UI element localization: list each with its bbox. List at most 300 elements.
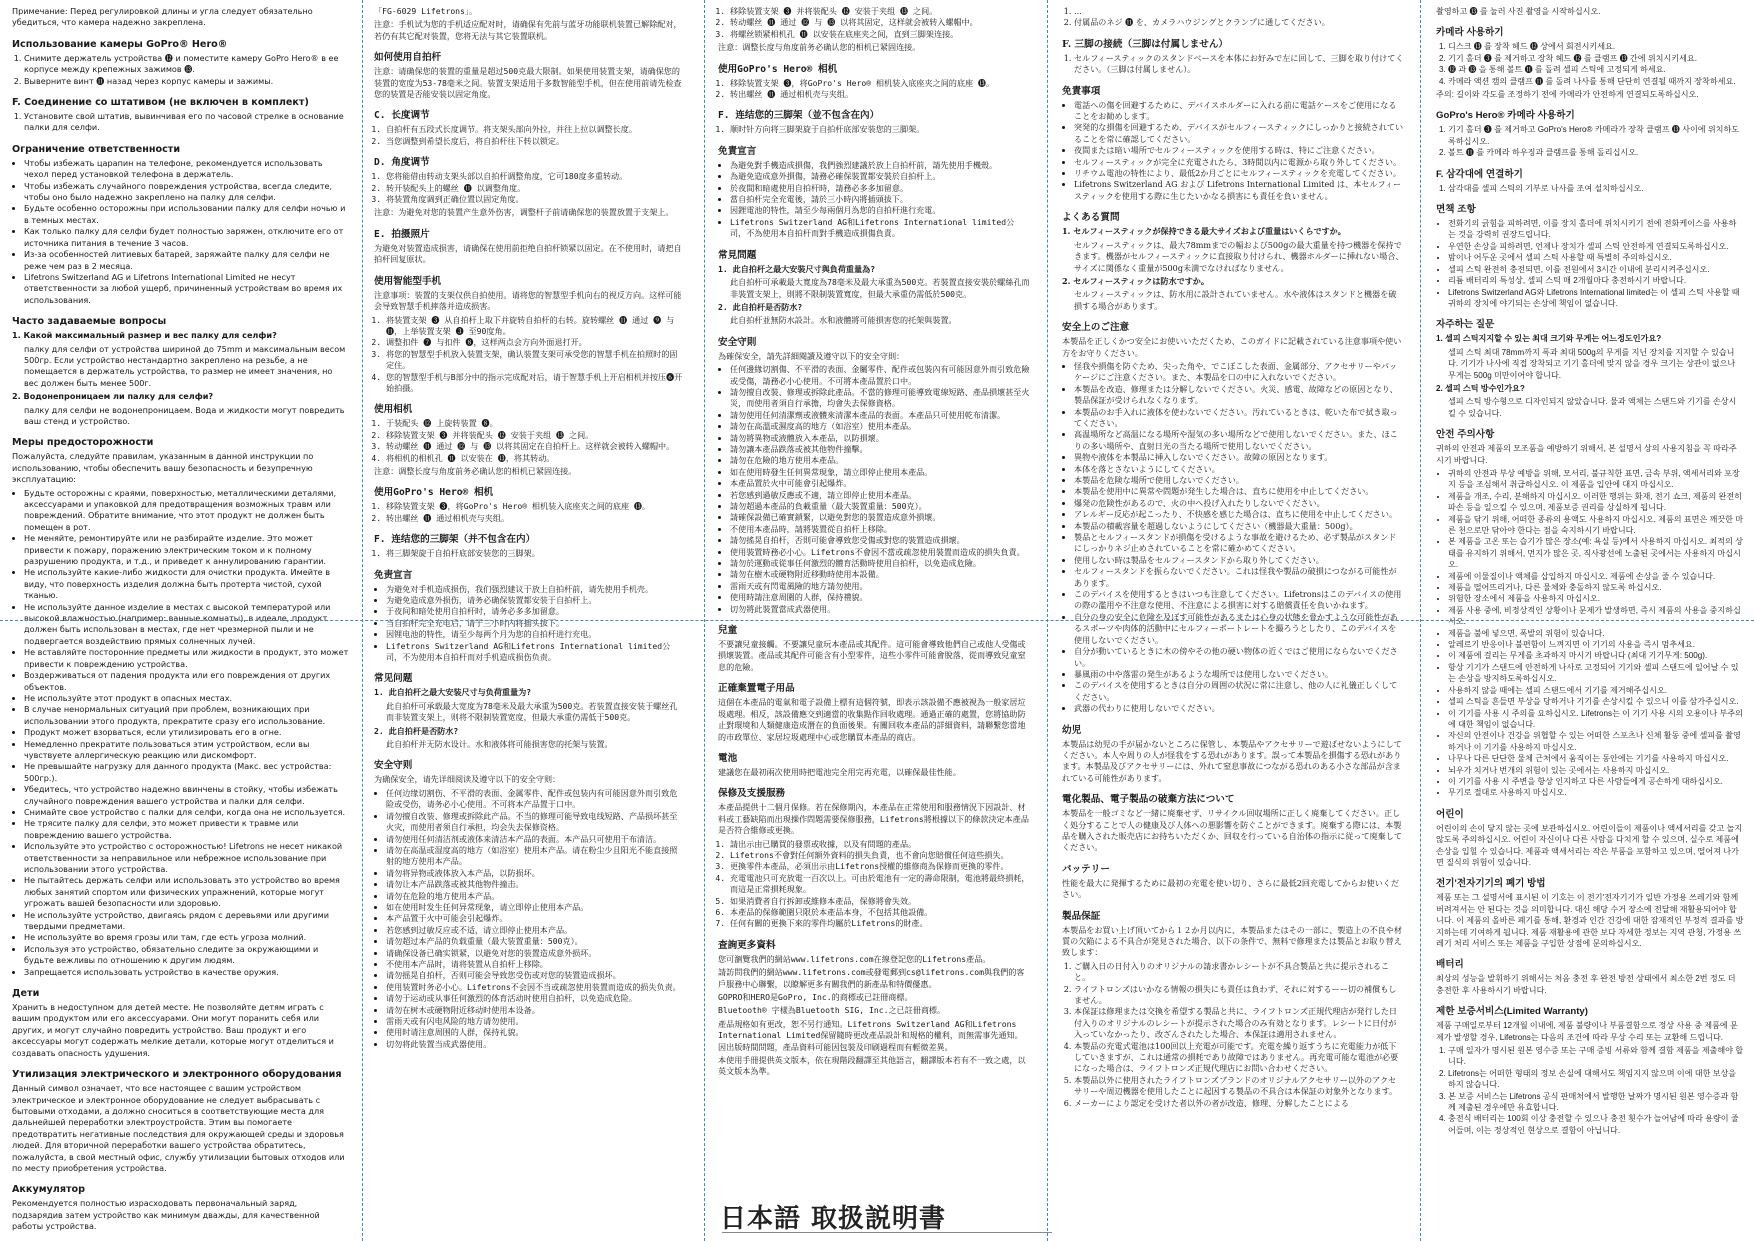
list-item: 1. ご購入日の日付入りのオリジナルの請求書かレシートが不具合製品と共に提示されること。 [1074, 961, 1404, 984]
list-item: 3. 将您的智慧型手机放入装置支架，确认装置支架可承受您的智慧手机在拍照时的固定住。 [386, 349, 684, 372]
faq-question: 2. セルフィースティックは防水ですか。 [1062, 275, 1209, 286]
list-item: • 제품을 닦기 위해, 어떠한 종류의 용액도 사용하지 마십시오. 제품의 표면은 깨끗한 마른 천으로만 닦아야 한다는 점을 숙지하시기 바랍니다. [1448, 514, 1744, 537]
list-item: • 不使用本產品時，請將裝置從自拍杆上移除。 [730, 524, 1030, 535]
list-item: • Lifetrons Switzerland AG和Lifetrons International limited公司，不為使用本自拍杆而對手機造成損傷負責。 [730, 217, 1030, 240]
list-item: • Из-за особенностей литиевых батарей, заряжайте палку для селфи не реже чем раз в 2 месяца. [24, 249, 349, 272]
list-item: • Снимайте свое устройство с палки для селфи, когда она не используется. [24, 807, 349, 818]
faq-answer: セルフィースティックは、最大78mmまでの幅および500gの最大重量を持つ機器を保持できます。機器がセルフィースティックに直接取り付けられ、機器ホルダーに挿れない場合、サイズに関係なく重量が500g未満でなければなりません。 [1074, 239, 1404, 273]
bullet-list [12, 488, 349, 978]
list-item: 2. 付属品のネジ ⓫ を、カメラハウジングとクランプに通してください。 [1074, 17, 1404, 28]
list-item: • Чтобы избежать царапин на телефоне, рекомендуется использовать чехол перед установкой телефона в держатель. [24, 158, 349, 181]
list-item: 2. ライフトロンズはいかなる情報の損失にも責任は負わず、それに対するーー切の補償もしません。 [1074, 984, 1404, 1007]
section-heading: 제한 보증서비스(Limited Warranty) [1436, 1006, 1588, 1018]
list-item: • Продукт может взорваться, если утилизировать его в огне. [24, 727, 349, 738]
list-item: • このデバイスを使用するときは自分の周囲の状況に常に注意し、他の人に礼儀正しくしてください。 [1074, 680, 1404, 703]
list-item: • リチウム電池の特性により、最低2か月ごとにセルフィースティックを充電してください。 [1074, 168, 1404, 179]
section-heading: Использование камеры GoPro® Hero® [12, 38, 228, 50]
section-heading: 使用GoPro's Hero® 相机 [374, 487, 494, 499]
list-item: 1. 삼각대를 셀피 스틱의 기부로 나사를 조여 설치하십시오. [1448, 183, 1744, 194]
numbered-list [1062, 6, 1404, 29]
section-heading: 安全上のご注意 [1062, 322, 1130, 334]
list-item: • 如在使用時發生任何異常現象，請立即停止使用本產品。 [730, 467, 1030, 478]
list-item: • 이 기기를 사용 시 주변을 항상 인지하고 다른 사람들에게 공손하게 대하십시오. [1448, 776, 1744, 787]
list-item: • Не трясите палку для селфи, это может привести к травме или повреждению вашего устройства. [24, 818, 349, 841]
paragraph: 최상의 성능을 발휘하기 위해서는 처음 충전 후 완전 방전 상태에서 최소한 2번 정도 더 충전한 후 사용하시기 바랍니다. [1436, 974, 1736, 995]
list-item: • 本製品のお手入れに液体を使わないでください。汚れているときは、乾いた布で拭き取ってください。 [1074, 407, 1404, 430]
faq-question: 1. Какой максимальный размер и вес палку для селфи? [12, 330, 277, 341]
list-item: • 请勿于运动或从事任何激烈的体育活动时使用自拍杆，以免造成危险。 [386, 993, 684, 1004]
bullet-list [1436, 468, 1744, 799]
list-item: 1. 您将能借由转动支架头部以自拍杆调整角度，它可180度多重转动。 [386, 171, 684, 182]
paragraph: 为确保安全，请先详细阅读及遵守以下的安全守则： [374, 774, 561, 785]
list-item: 2. 移除装置支架 ❸ 并将装配头 ⓬ 安装于夹组 ⓭ 之间。 [386, 430, 684, 441]
section-heading: GoPro's Hero® 카메라 사용하기 [1436, 110, 1575, 122]
list-item: • 이 제품에 걸리는 무게를 초과하지 마시기 바랍니다 (최대 기기무게: 500g). [1448, 650, 1744, 661]
list-item: • 電話への傷を回避するために、デバイスホルダーに入れる前に電話ケースをご使用になることをお勧めします。 [1074, 100, 1404, 123]
numbered-list [718, 78, 1030, 101]
list-item: • 雷雨天或有閃電風險的地方請勿使用。 [730, 581, 1030, 592]
list-item: • Lifetrons Switzerland AG和Lifetrons International limited公司，不为使用本自拍杆而对手机造成损伤负责。 [386, 641, 684, 664]
list-item: 1. 于装配头 ⓬ 上旋转装置 ❽。 [386, 418, 684, 429]
faq-question: 1. 此自拍杆之最大安装尺寸与负荷重量为? [374, 687, 532, 698]
list-item: 1. 디스크 ⓭ 를 장착 헤드 ⓬ 상에서 회전시키세요. [1448, 41, 1744, 52]
list-item: • 当自拍杆完全充电后，请于三小时内将插头拔下。 [386, 618, 684, 629]
list-item: • 請勿讓本產品跌落或被其他物件撞擊。 [730, 444, 1030, 455]
paragraph: Данный символ означает, что все настоящее с вашим устройством электрическое и электронное оборудование не следует выбрасывать с бытовыми отходами, а должно сноситься в соответствующие места для дальнейшей переработки электроустройств. Этим вы помогаете предотвратить негативные последствия для окружающей среды и здоровья людей. Для вторичной переработки вашего устройства обратитесь, пожалуйста, в свой местный офис, службу утилизации бытовых отходов или по месту приобретения устройства. [12, 1083, 345, 1173]
list-item: • 셀피 스틱 완전히 충전되면, 이를 전원에서 3시간 이내에 분리시켜주십시오. [1448, 264, 1744, 275]
list-item: • 为避免对手机造成损伤，我们强烈建议于放上自拍杆前，请先使用手机壳。 [386, 584, 684, 595]
section-heading: 使用智能型手机 [374, 275, 442, 287]
section-heading: Часто задаваемые вопросы [12, 316, 167, 328]
paragraph: 本產品提供十二個月保修。若在保修期內，本產品在正常使用和服務情況下因設計、材料或工藝缺陷而出現操作問題需要保修服務，Lifetrons將根據以下的條款決定本產品是否符合維修或更換。 [718, 802, 1029, 836]
faq-answer: セルフィースティックは、防水用に設計されていません。水や液体はスタンドと機器を破損する場合があります。 [1074, 289, 1397, 311]
list-item: 3. 将装置角度调到正确位置以固定角度。 [386, 194, 684, 205]
list-item: • 不使用本产品时，请将装置从自拍杆上移除。 [386, 959, 684, 970]
list-item: • 自分が動いているときに木の傍やその他の硬い物体の近くではご使用にならないでください。 [1074, 646, 1404, 669]
list-item: • 사용하지 않을 때에는 셀피 스탠드에서 기기를 제거해주십시오. [1448, 685, 1744, 696]
list-item: 2. Выверните винт ⓫ назад через корпус камеры и зажимы. [24, 76, 349, 87]
list-item: 4. 카메라 액션 캠의 클램프 ⓫ 를 돌려 나사를 통해 단단히 연결될 때까지 장착하세요. [1448, 76, 1744, 87]
numbered-list [1436, 41, 1744, 87]
list-item: • 任何邊緣切割傷、不平滑的表面、金屬零件、配件或包裝內有可能因意外而引致危險或受傷，請務必小心使用。不可將本產品置於口中。 [730, 364, 1030, 387]
list-item: 1. Снимите держатель устройства ⓬ и поместите камеру GoPro Hero® в ее корпусе между крепежных зажимов ⓭. [24, 53, 349, 76]
list-item: • 雷雨天或有闪电风险的地方请勿使用。 [386, 1016, 684, 1027]
paragraph: 注意：调整长度与角度前务必确认您的相机已紧固连接。 [718, 42, 921, 53]
list-item: • 請勿擅自改裝、修理或拆除此產品。不當的修理可能導致電線短路、產品損壞甚至火災，而使用者須自行承擔，均會失去保修資格。 [730, 387, 1030, 410]
numbered-list [1436, 1045, 1744, 1136]
list-item: • Чтобы избежать случайного повреждения устройства, всегда следите, чтобы оно было надежно закреплено на палку для селфи. [24, 181, 349, 204]
faq-answer: 셀피 스틱 최대 78mm까지 폭과 최대 500g의 무게를 지닌 장치를 지지할 수 있습니다. 기기가 나사에 직접 장착되고 기기 홀더에 맞지 않을 경우 크기는 상관이 없으나 무게는 500g 미만이어야 합니다. [1448, 347, 1736, 380]
list-item: • アレルギー反応が起こったり、不快感を感じた場合は、直ちに使用を中止してください。 [1074, 509, 1404, 520]
list-item: 4. 充電電池只可充放電一百次以上。可由於電池有一定的壽命限制，電池將最終損耗，而這是正常損耗現象。 [730, 873, 1030, 896]
list-item: • Не пытайтесь держать селфи или использовать это устройство во время любых занятий спортом или физических упражнений, которые могут угрожать вашей безопасности или здоровью. [24, 875, 349, 909]
section-heading: 常見問題 [718, 249, 757, 261]
section-heading: 幼児 [1062, 724, 1082, 736]
list-item: • Используйте это устройство с осторожностью! Lifetrons не несет никакой ответственности за неправильное или небрежное использование при использовании этого устройства. [24, 841, 349, 875]
list-item: • 使用時請注意周圍的人群，保持禮貌。 [730, 592, 1030, 603]
list-item: • 자신의 안전이나 건강을 위협할 수 있는 어떠한 스포츠나 신체 활동 중에 셀피를 촬영하거나 이 기기를 사용하지 마십시오. [1448, 730, 1744, 753]
list-item: • 제품을 개조, 수리, 분해하지 마십시오. 이러한 행위는 화재, 전기 쇼크, 제품의 완전히 파손 등을 일으킬 수 있으며, 제품보증 권리를 상실하게 됩니다. [1448, 491, 1744, 514]
list-item: • 리튬 배터리의 특성상, 셀피 스틱 매 2개월마다 충전하시기 바랍니다. [1448, 275, 1744, 286]
list-item: • 為避免造成意外損傷，請務必確保裝置都安裝於自拍杆上。 [730, 171, 1030, 182]
faq-question: 2. 셀피 스틱 방수인가요? [1436, 383, 1525, 393]
faq-question: 2. 此自拍杆是否防水? [718, 301, 803, 312]
list-item: • 請勿在危險的地方使用本產品。 [730, 455, 1030, 466]
list-item: • Не меняйте, ремонтируйте или не разбирайте изделие. Это может привести к пожару, поражению электрическим током и к полному разрушению продукта, и т.д., и приведет к аннулированию гарантии. [24, 533, 349, 567]
list-item: • 请勿让本产品跌落或被其他物件撞击。 [386, 879, 684, 890]
list-item: • 請勿在高溫或濕度高的地方（如浴室）使用本產品。 [730, 421, 1030, 432]
list-item: • 请勿在高温或湿度高的地方（如浴室）使用本产品。请在粉尘少且阳光不能直接照射的地方使用本产品。 [386, 845, 684, 868]
list-item: • Lifetrons Switzerland AG와 Lifetrons International limited는 이 셀피 스틱 사용할 때 귀하의 장치에 야기되는 손상에 책임이 없습니다. [1448, 287, 1744, 310]
section-heading: バッテリー [1062, 863, 1110, 875]
numbered-list [718, 839, 1030, 930]
section-heading: 保修及支援服務 [718, 788, 786, 800]
list-item: 1. 移除装置支架 ❸，将GoPro's Hero® 相机装入底座夹之间的底座 ⓭。 [730, 78, 1030, 89]
section-heading: F. 삼각대에 연결하기 [1436, 168, 1523, 180]
list-item: • 切勿將此裝置當成武器使用。 [730, 604, 1030, 615]
paragraph: 제품 또는 그 설명서에 표시된 이 기호는 이 전기'전자기기가 일반 가정용 쓰레기와 함께 버려져서는 안 된다는 것을 의미합니다. 대신 해당 수거 장소에 전달해 재활용되어야 합니다. 이 제품의 올바른 폐기를 통해, 환경과 인간 건강에 대한 잠재적인 부정적 결과를 방지하는데 기여하게 됩니다. 제품 재활용에 관한 보다 자세한 정보는 지역 관청, 가정용 쓰레기 처리 서비스 또는 제품을 구입한 상점에 문의하십시오. [1436, 893, 1744, 948]
list-item: • 使用裝置時務必小心。Lifetrons不會因不當或疏忽使用裝置而造成的損失負責。 [730, 547, 1030, 558]
list-item: • Не используйте этот продукт в опасных местах. [24, 693, 349, 704]
bullet-list [1062, 100, 1404, 203]
paragraph: Хранить в недоступном для детей месте. Не позволяйте детям играть с вашим продуктом или его аксессуарами. Они могут поранить себя или других, и могут случайно повредить устройство. Ваш продукт и его аксессуары могут содержать мелкие детали, которые могут отделиться и создавать опасность удушения. [12, 1002, 334, 1058]
section-heading: 兒童 [718, 625, 738, 637]
list-item: 1. 移除装置支架 ❸ 并将装配头 ⓬ 安装于夹组 ⓭ 之间。 [730, 6, 1030, 17]
section-heading: D. 角度调节 [374, 157, 430, 169]
bullet-list [1436, 218, 1744, 309]
list-item: • セルフィースティックが完全に充電されたら、3時間以内に電源から取り外してください。 [1074, 157, 1404, 168]
list-item: 3. 将螺丝锁紧相机孔 ⓫ 以安装在底座夹之间，直到三脚架连接。 [730, 29, 1030, 40]
bullet-list [12, 158, 349, 306]
bullet-list [374, 788, 684, 1050]
title-underline [722, 1232, 1052, 1233]
faq-answer: 此自拍杆並無防水設計。水和液體將可能損害您的托架與裝置。 [730, 315, 957, 326]
list-item: • Не используйте устройство, двигаясь рядом с деревьями или другими твердыми предметами. [24, 910, 349, 933]
list-item: • 使用しない時は製品をセルフィースタンドから取り外してください。 [1074, 555, 1404, 566]
list-item: • 本產品置於火中可能會引起爆炸。 [730, 478, 1030, 489]
list-item: • 为避免造成意外损伤，请务必确保装置都安装于自拍杆上。 [386, 595, 684, 606]
paragraph: 注意：为避免对您的装置产生意外伤害，调整杆子前请确保您的装置放置于支架上。 [374, 207, 674, 218]
list-item: • 이 기기를 사용 시 주의를 요하십시오. Lifetrons는 이 기기 사용 시의 오용이나 부주의에 대한 책임이 없습니다. [1448, 708, 1744, 731]
list-item: 1. 将装置支架 ❸ 从自拍杆上取下并旋转自拍杆的右转。旋转螺丝 ⓫ 通过 ❾ 与 ⓫，上举装置支架 ❸ 至90度角。 [386, 315, 684, 338]
list-item: • Не превышайте нагрузку для данного продукта (Макс. вес устройства: 500гр.). [24, 761, 349, 784]
section-heading: 查詢更多資料 [718, 939, 776, 951]
list-item: 3. 本保証は修理または交換を希望する製品と共に、ライフトロンズ正規代理店が発行した日付入りのオリジナルのレシートが提示された場合のみ有効となります。レシートに日付が入っていなかったり、改ざんされたした場合、本保証は適用されません。 [1074, 1006, 1404, 1040]
faq-question: 2. Водонепроницаем ли палку для селфи? [12, 391, 214, 402]
faq-answer: палку для селфи не водонепроницаем. Вода и жидкости могут повредить ваш стенд и устройство. [24, 404, 345, 426]
section-heading: 使用GoPro's Hero® 相机 [718, 63, 838, 75]
list-item: 2. 转出螺丝 ⓫ 通过相机壳与夹组。 [730, 89, 1030, 100]
section-heading: F. 连结您的三脚架（并不包含在内） [374, 534, 536, 546]
paragraph: 本使用手冊提供英文版本，依在現階段翻譯至其他語言，翻譯版本若有不一致之處，以英文版本為準。 [718, 1055, 1026, 1077]
list-item: 2. Lifetrons不會對任何額外資料的損失負責，也不會向您賠償任何這些損失。 [730, 850, 1030, 861]
faq-answer: 此自拍杆可承载最大宽度为78毫米及最大承重为500克。若装置直接安装于螺丝孔而非装置支架上，则将不限制装置宽度，但最大承重仍需低于500克。 [386, 700, 678, 723]
paragraph: 建議您在最初兩次使用時把電池完全用完再充電，以確保最佳性能。 [718, 766, 961, 777]
paragraph: Bluetooth® 字樣為Bluetooth SIG, Inc.之已註冊商標。 [718, 1005, 946, 1016]
list-item: 2. 转出螺丝 ⓫ 通过相机壳与夹组。 [386, 513, 684, 524]
list-item: • Запрещается использовать устройство в качестве оружия. [24, 967, 349, 978]
numbered-list [1436, 183, 1744, 194]
paragraph: 촬영하고 ⓭ 를 눌러 사진 촬영을 시작하십시오. [1436, 7, 1601, 16]
list-item: 2. 转动螺丝 ⓫ 通过 ⓬ 与 ⓭ 以将其固定，这样就会被转入螺帽中。 [730, 17, 1030, 28]
section-heading: よくある質問 [1062, 212, 1120, 224]
paragraph: 這個在本產品的電氣和電子設備上標有這個符號，即表示該設備不應被視為一般家居垃圾處理。相反，該設備應交到適當的收集點作回收處理。通過正確的處置，您將協助防止對環境和人類健康造成潛在的負面後果。有關回收本產品的詳細資料，請聯繫您當地的市政單位、家居垃圾處理中心或您購買本產品的商店。 [718, 697, 1026, 742]
list-item: • 請確保設備已確實鎖緊，以避免對您的裝置造成意外損壞。 [730, 512, 1030, 523]
section-heading: 안전 주의사항 [1436, 429, 1495, 441]
bullet-list [374, 584, 684, 664]
section-heading: F. Соединение со штативом (не включен в комплект) [12, 97, 309, 109]
list-item: • 请勿超过本产品的负载重量（最大装置重量：500克）。 [386, 936, 684, 947]
list-item: 5. 本製品以外に使用されたライフトロンズブランドのオリジナルアクセサリー以外のアクセサリーや周辺機器を使用したことに起因する製品の不具合は本保証の対象外となります。 [1074, 1075, 1404, 1098]
numbered-list [1062, 53, 1404, 76]
section-heading: 免責宣言 [718, 145, 757, 157]
list-item: 1. ... [1074, 6, 1404, 17]
section-heading: Дети [12, 988, 40, 1000]
section-heading: 使用相机 [374, 404, 413, 416]
paragraph: 주의: 길이와 각도를 조정하기 전에 카메라가 안전하게 연결되도록하십시오. [1436, 90, 1699, 100]
bullet-list [718, 160, 1030, 240]
list-item: • 셀피 스틱을 흔들면 부상을 당하거나 기기를 손상시킬 수 있으니 이를 삼가주십시오. [1448, 696, 1744, 707]
list-item: • 위험한 장소에서 제품을 사용하지 마십시오. [1448, 593, 1744, 604]
list-item: 1. セルフィースティックのスタンドベースを本体にお好みで左に回して、三脚を取り付けてください。（三脚は付属しません）。 [1074, 53, 1404, 76]
list-item: • 請勿超過本產品的負載重量（最大裝置重量：500克）。 [730, 501, 1030, 512]
section-heading: Утилизация электрического и электронного оборудования [12, 1069, 342, 1081]
paragraph: 請訪問我們的網站www.lifetrons.com或發電郵到cs@lifetrons.com與我們的客戶服務中心聯繫，以瞭解更多有關我們的新產品和特價優惠。 [718, 967, 1025, 989]
paragraph: 本製品を一般ゴミなど一緒に廃棄せず、リサイクル回収場所に正しく廃棄してください。正しく処分することで人の健康及び人体への悪影響を防ぐことができます。廃棄する際には、本製品を購入された販売店にお持ちいただくか、回収を行っている自治体の指示に従って廃棄してください。 [1062, 808, 1402, 853]
list-item: • Lifetrons Switzerland AG и Lifetrons International Limited не несут ответственности за любой ущерб, причиненный устройствам во время их использования. [24, 272, 349, 306]
list-item: 3. 转动螺丝 ⓫ 通过 ⓬ 与 ⓭ 以将其固定在自拍杆上。这样就会被转入螺帽中。 [386, 441, 684, 452]
list-item: 1. 기기 홀더 ❸ 를 제거하고 GoPro's Hero® 카메라가 장착 클램프 ⓭ 사이에 위치하도록하십시오. [1448, 124, 1744, 147]
list-item: • 항상 기기가 스탠드에 안전하게 나사로 고정되어 기기와 셀피 스탠드에 일어날 수 있는 손상을 방지하도록하십시오. [1448, 662, 1744, 685]
paragraph: 本製品を正しくかつ安全にお使いいただくため、このガイドに記載されている注意事項や使い方をお守りください。 [1062, 336, 1402, 358]
list-item: 4. 将相机的相机孔 ⓫ 以安装在 ⓭，将其转动。 [386, 453, 684, 464]
section-heading: Меры предосторожности [12, 437, 154, 449]
list-item: • 请勿在树木或硬物附近移动时使用本设备。 [386, 1005, 684, 1016]
paragraph: 注意：调整长度与角度前务必确认您的相机已紧固连接。 [374, 465, 577, 476]
list-item: 1. 将三脚架旋于自拍杆底部安装您的三脚架。 [386, 548, 684, 559]
list-item: • 為避免對手機造成損傷，我們強烈建議於放上自拍杆前，請先使用手機殼。 [730, 160, 1030, 171]
numbered-list [374, 418, 684, 464]
list-item: • 若您感到过敏反应或不适，请立即停止使用本产品。 [386, 925, 684, 936]
list-item: • 突発的な損傷を回避するため、デバイスがセルフィースティックにしっかりと接続されていることを常に確認してください。 [1074, 122, 1404, 145]
numbered-list [12, 53, 349, 87]
list-item: • 請勿於運動或從事任何激烈的體育活動時使用自拍杆，以免造成危險。 [730, 558, 1030, 569]
paragraph: Пожалуйста, следуйте правилам, указанным в данной инструкции по использованию, чтобы обеспечить вашу безопасность и безупречную эксплуатацию: [12, 451, 314, 485]
list-item: • 뇌우가 치거나 번개의 위험이 있는 곳에서는 사용하지 마십시오. [1448, 765, 1744, 776]
paragraph: 本製品は幼児の手が届かないところに保管し、本製品やアクセサリーで遊ばせないようにしてください。本人や周りの人が怪我をする恐れがあります。誤って本製品を損傷する恐れがあります。本製品及びアクセサリーには、外れて窒息事故につながる恐れのある小さな部品が含まれている可能性があります。 [1062, 738, 1402, 783]
list-item: 1. 請出示由已購買的發票或收據，以及有問題的產品。 [730, 839, 1030, 850]
list-item: • 请勿将异物或液体放入本产品，以防损坏。 [386, 868, 684, 879]
list-item: 3. 更換零件本產品，必須出示由Lifetrons授權的維修商為保修而更換的零件。 [730, 861, 1030, 872]
list-item: • 怪我や損傷を防ぐため、尖った角や、でこぼこした表面、金属部分、アクセサリーやパッケージにご注意ください。また、本製品を口の中に入れないでください。 [1074, 361, 1404, 384]
list-item: • 本製品を危険な場所で使用しないでください。 [1074, 475, 1404, 486]
bullet-list [718, 364, 1030, 615]
list-item: • 알레르기 반응이나 불편함이 느껴지면 이 기기의 사용을 즉시 멈추세요. [1448, 639, 1744, 650]
list-item: • 請勿使用任何清潔劑或液體來清潔本產品的表面。本產品只可使用乾布清潔。 [730, 410, 1030, 421]
paragraph: Рекомендуется полностью израсходовать первоначальный заряд, подзарядив затем устройство как минимум дважды, для качественной работы устройства. [12, 1198, 320, 1232]
section-heading: 카메라 사용하기 [1436, 27, 1504, 39]
numbered-list [374, 501, 684, 524]
list-item: • 于夜间和暗处使用自拍杆时，请务必多多加留意。 [386, 606, 684, 617]
paragraph: 제품 구매일로부터 12개월 이내에, 제품 불량이나 부품결함으로 정상 사용 중 제품에 문제가 발생할 경우, Lifetrons는 다음의 조건에 따라 무상 수리 또는 교환해 드립니다. [1436, 1021, 1738, 1042]
list-item: • 切勿将此装置当成武器使用。 [386, 1039, 684, 1050]
list-item: • Как только палку для селфи будет полностью заряжен, отключите его от источника питания в течение 3 часов. [24, 226, 349, 249]
list-item: 2. 调整扣件 ❼ 与扣件 ❽，这样两点会方向外面退打开。 [386, 337, 684, 348]
list-item: • Убедитесь, что устройство надежно ввинчены в стойку, чтобы избежать случайного повреждения вашего устройства и палки для селфи. [24, 784, 349, 807]
section-heading: F. 三脚の接続（三脚は付属しません） [1062, 38, 1229, 50]
section-heading: 常见问题 [374, 673, 413, 685]
section-heading: F. 连结您的三脚架（並不包含在內） [718, 110, 880, 122]
list-item: • 우연한 손상을 피하려면, 언제나 장치가 셀피 스틱 안전하게 연결되도록하십시오. [1448, 241, 1744, 252]
section-heading: 安全守則 [718, 336, 757, 348]
paragraph: 不要讓兒童接觸。不要讓兒童玩本產品或其配件。這可能會導致他們自己或他人受傷或損壞裝置。產品或其配件可能含有小型零件，這些小零件可能會脫落，從而導致兒童窒息的危險。 [718, 639, 1026, 672]
section-heading: Аккумулятор [12, 1184, 86, 1196]
section-heading: 어린이 [1436, 808, 1464, 820]
list-item: 6. 本產品的保修範圍只限於本產品本身，不包括其他設備。 [730, 907, 1030, 918]
list-item: • Будьте осторожны с краями, поверхностью, металлическими деталями, аксессуарами и упаковкой для предотвращения возможных травм или повреждений. Обратите внимание, что этот продукт не должен быть помещен в рот. [24, 488, 349, 534]
list-item: • 異物や液体を本製品に挿入しないでください。故障の原因となります。 [1074, 452, 1404, 463]
paragraph: 本製品をお買い上げ頂いてから１２か月以内に、本製品またはその一部に、製造上の不良や材質の欠陥による不具合が発見された場合、以下の条件で、無料で修理または製品とお取り替え致します： [1062, 924, 1402, 958]
list-item: • Lifetrons Switzerland AG および Lifetrons International Limited は、本セルフィースティックを使用する際に生じたいかなる損害にも責任を負いません。 [1074, 179, 1404, 202]
paragraph: 어린이의 손이 닿지 않는 곳에 보관하십시오. 어린이들이 제품이나 액세서리를 갖고 놀지 않도록 주의하십시오. 어린이 자신이나 다른 사람을 다치게 할 수 있으며, 실수로 제품에 손상을 입힐 수 있습니다. 제품과 액세서리는 작은 부품을 포함하고 있으며, 떨어져 나가면 질식의 위험이 있습니다. [1436, 823, 1743, 867]
list-item: • 请勿摇晃自拍杆，否则可能会导致您受伤或对您的装置造成损坏。 [386, 970, 684, 981]
paragraph: 注意：手机试为您的手机适应配对时，请确保有先前与蓝牙功能联机装置已解除配对，若仍有其它配对装置，您将无法与其它装置联机。 [374, 19, 682, 41]
numbered-list [718, 6, 1030, 40]
list-item: • 於夜間和暗處使用自拍杆時，請務必多多加留意。 [730, 183, 1030, 194]
bullet-list [1062, 361, 1404, 715]
section-heading: 電化製品、電子製品の破棄方法について [1062, 794, 1235, 806]
section-heading: 전기'전자기기의 폐기 방법 [1436, 878, 1546, 890]
list-item: • Не используйте какие-либо жидкости для очистки продукта. Имейте в виду, что поверхность изделия должна быть протерта чистой, сухой тканью. [24, 567, 349, 601]
list-item: • Используя это устройство, обязательно следите за окружающими и будьте вежливы по отношению к другим людям. [24, 944, 349, 967]
paragraph: 为避免对装置造成损害，请确保在使用前拒绝自拍杆锁紧以固定。在不使用时，请把自拍杆回复原状。 [374, 242, 682, 265]
list-item: • 當自拍杆完全充電後，請於三小時內將插頭拔下。 [730, 194, 1030, 205]
paragraph: 為確保安全，請先詳細閱讀及遵守以下的安全守則： [718, 350, 905, 361]
list-item: • 전화기의 긁힘을 피하려면, 이를 장치 홀더에 위치시키기 전에 전화케이스를 사용하는 것을 강력히 권장드립니다. [1448, 218, 1744, 241]
faq-question: 1. セルフィースティックが保持できる最大サイズおよび重量はいくらですか。 [1062, 226, 1346, 237]
list-item: • 因锂电池的特性，请至少每两个月为您的自拍杆进行充电。 [386, 629, 684, 640]
list-item: 4. 您的智慧型手机与B部分中的指示完成配对后，请于智慧手机上开启相机并按压❻开始拍摄。 [386, 372, 684, 395]
list-item: • 使用装置时务必小心。Lifetrons不会因不当或疏忽使用装置而造成的损失负责。 [386, 982, 684, 993]
paragraph: 注意事项：装置的支架仅供自拍使用。请将您的智慧型手机向右的视反方向。这样可能会导致智慧手机摔落并造成损害。 [374, 289, 682, 312]
paragraph: GOPRO和HERO是GoPro, Inc.的商標或已註冊商標。 [718, 992, 913, 1002]
faq-question: 1. 此自拍杆之最大安裝尺寸與負荷重量為? [718, 263, 876, 274]
numbered-list [374, 548, 684, 559]
list-item: • 请勿使用任何清洁剂或液体来清洁本产品的表面。本产品只可使用干布清洁。 [386, 834, 684, 845]
numbered-list [1436, 124, 1744, 158]
section-heading: 免责宣言 [374, 569, 413, 581]
list-item: 4. 충전식 배터리는 100회 이상 충전할 수 있으나 충전 횟수가 늘어남에 따라 용량이 줄어들며, 이는 정상적인 현상으로 결함이 아닙니다. [1448, 1113, 1744, 1136]
list-item: • 귀하의 안전과 부상 예방을 위해, 모서리, 불규칙한 표면, 금속 부위, 액세서리와 포장지 등을 조심해서 취급하십시오. 이 제품을 입안에 대지 마십시오. [1448, 468, 1744, 491]
section-heading: 면책 조항 [1436, 204, 1476, 216]
numbered-list [374, 124, 684, 147]
faq-question: 1. 셀피 스틱지지할 수 있는 최대 크기와 무게는 어느정도인가요? [1436, 334, 1662, 344]
list-item: • 若您感到過敏反應或不適，請立即停止使用本產品。 [730, 490, 1030, 501]
list-item: • 밤이나 어두운 곳에서 셀피 스틱 사용할 때 특별히 주의하십시오. [1448, 252, 1744, 263]
list-item: 3. ⓬ 과 ⓭ 을 통해 볼트 ⓫ 를 돌려 셀피 스틱에 고정되게 하세요. [1448, 64, 1744, 75]
numbered-list [374, 171, 684, 205]
section-heading: E. 拍摄照片 [374, 228, 430, 240]
paragraph: 性能を最大に発揮するために最初の充電を使い切り、さらに最低2回充電してからお使いください。 [1062, 877, 1399, 900]
list-item: • 本製品を使用中に異常や問題が発生した場合は、直ちに使用を中止してください。 [1074, 486, 1404, 497]
paragraph: 귀하의 안전과 제품의 모조품을 예방하기 위해서, 본 설명서 상의 사용지침을 꼭 따라주시기 바랍니다. [1436, 444, 1737, 465]
list-item: • 任何边缘切割伤、不平滑的表面、金属零件、配件或包装内有可能因意外而引致危险或受伤，请务必小心使用。不可将本产品置于口中。 [386, 788, 684, 811]
list-item: • 暴風雨の中や落雷の発生があるような場所では使用しないでください。 [1074, 669, 1404, 680]
section-heading: 자주하는 질문 [1436, 319, 1495, 331]
list-item: • 自分の身の安全に危険を及ぼす可能性があるまたは心身の状態を脅かすような可能性があるスポーツや肉体的活動中にセルフィーポートレートを撮ろうとしたり、このデバイスを使用しないでください。 [1074, 612, 1404, 646]
list-item: • 본 제품을 고온 또는 습기가 많은 장소(예: 욕실 등)에서 사용하지 마십시오. 최적의 상태를 유지하기 위해서, 먼지가 많은 곳, 직사광선에 노출된 곳에서는 사용하지 마십시오. [1448, 536, 1744, 570]
faq-answer: палку для селфи от устройства шириной до 75mm и максимальным весом 500гр. Если устройство нестандартно закреплено на резьбе, а не помещается в держатель устройства, то размер не имеет значения, но вес должен быть менее 500г. [24, 343, 346, 388]
section-heading: 如何使用自拍杆 [374, 52, 442, 64]
list-item: 2. Lifetrons는 어떠한 형태의 정보 손실에 대해서도 책임지지 않으며 이에 대한 보상을 하지 않습니다. [1448, 1068, 1744, 1091]
list-item: 2. 볼트 ⓫ 를 카메라 하우징과 클램프를 통해 돌리십시오. [1448, 147, 1744, 158]
faq-answer: 此自拍杆并无防水设计。水和液体将可能损害您的托架与装置。 [386, 739, 613, 750]
numbered-list [718, 124, 1030, 135]
paragraph: 注意：请确保您的装置的重量是超过500克最大限制。如果使用装置支架，请确保您的装置的宽度为53-78毫米之间。装置支架适用于多数智能型手机，但在使用前请先检查您的装置是否能安装以固定角度。 [374, 66, 682, 100]
list-item: • 因鋰電池的特性，請至少每兩個月為您的自拍杆進行充電。 [730, 205, 1030, 216]
list-item: 5. 如果消費者自行拆卸或維修本產品，保修將會失效。 [730, 896, 1030, 907]
list-item: • 제품 사용 중에, 비정상적인 상황이나 문제가 발생하면, 즉시 제품의 사용을 중지하십시오. [1448, 605, 1744, 628]
faq-question: 2. 此自拍杆是否防水? [374, 725, 459, 736]
section-heading: 免責事項 [1062, 85, 1101, 97]
fold-line-horizontal [0, 620, 1754, 621]
list-item: • 本製品を改造、修理または分解しないでください。火災、感電、故障などの原因となり、製品保証が受けられなくなります。 [1074, 384, 1404, 407]
section-heading: 正確棄置電子用品 [718, 683, 795, 695]
list-item: 1. 移除装置支架 ❸，将GoPro's Hero® 相机装入底座夹之间的底座 ⓭。 [386, 501, 684, 512]
list-item: • セルフィースタンドを振らないでください。これは怪我や製品の破損につながる可能性があります。 [1074, 566, 1404, 589]
section-heading: 安全守则 [374, 760, 413, 772]
list-item: • 제품에 이물질이나 액체를 삽입하지 마십시오. 제품에 손상을 줄 수 있습니다. [1448, 571, 1744, 582]
section-heading: 배터리 [1436, 959, 1464, 971]
list-item: • В случае ненормальных ситуаций при проблем, возникающих при использовании этого продукта, прекратите сразу его использование. [24, 704, 349, 727]
list-item: 3. 본 보증 서비스는 Lifetrons 공식 판매처에서 발행한 날짜가 명시된 원본 영수증과 함께 제출된 경우에만 유효합니다. [1448, 1091, 1744, 1114]
section-heading: Ограничение ответственности [12, 143, 181, 155]
list-item: 6. メーカーにより認定を受けた者以外の者が改造、修理、分解したことによる [1074, 1098, 1404, 1109]
numbered-list [12, 111, 349, 134]
list-item: • Немедленно прекратите пользоваться этим устройством, если вы чувствуете аллергическую реакцию или дискомфорт. [24, 739, 349, 762]
numbered-list [1062, 961, 1404, 1109]
list-item: • 제품을 불에 넣으면, 폭발의 위험이 있습니다. [1448, 628, 1744, 639]
list-item: • 本製品の積載容量を超過しないようにしてください（機器最大重量：500g）。 [1074, 521, 1404, 532]
list-item: 1. 구매 일자가 명시된 원본 영수증 또는 구매 증빙 서류와 함께 결함 제품을 제출해야 합니다. [1448, 1045, 1744, 1068]
list-item: • 使用时请注意周围的人群，保持礼貌。 [386, 1027, 684, 1038]
list-item: • 夜間または暗い場所でセルフィースティックを使用する時は、特にご注意ください。 [1074, 145, 1404, 156]
list-item: 1. 顺时针方向将三脚架旋于自拍杆底部安装您的三脚架。 [730, 124, 1030, 135]
list-item: • Не используйте данное изделие в местах с высокой температурой или высокой влажностью (например: ванные комнаты), в идеале, продукт должен быть использован в местах, где нет чрезмерной пыли и не подвергается воздействию прямых солнечных лучей. [24, 602, 349, 648]
list-item: • 请勿擅自改装、修理或拆除此产品。不当的修理可能导致电线短路、产品损坏甚至火灾，而使用者须自行承担，均会失去保修资格。 [386, 811, 684, 834]
list-item: • 爆発の危険性があるので、火の中へ投げ入れたりしないでください。 [1074, 498, 1404, 509]
list-item: 2. 转开装配头上的螺丝 ⓫ 以调整角度。 [386, 183, 684, 194]
list-item: • 请确保设备已确实锁紧，以避免对您的装置造成意外损坏。 [386, 948, 684, 959]
paragraph: Примечание: Перед регулировкой длины и угла следует обязательно убедиться, что камера надежно закреплена. [12, 6, 313, 28]
list-item: • 高温場所など高温になる場所や湿気の多い場所などで使用しないでください。また、ほこりの多い場所や、直射日光の当たる場所で使用しないでください。 [1074, 429, 1404, 452]
paragraph: 產品規格如有更改，恕不另行通知。Lifetrons Switzerland AG和Lifetrons International Limited保留隨時更改產品設計和規格的權利，而無需事先通知。因出版時間問題，產品資料可能因包裝及印刷過程而有輕微差異。 [718, 1018, 1023, 1052]
list-item: • Будьте особенно осторожны при использовании палку для селфи ночью и в темных местах. [24, 203, 349, 226]
faq-answer: 셀피 스틱 방수형으로 디자인되지 않았습니다. 물과 액체는 스탠드와 기기를 손상시킬 수 있습니다. [1448, 397, 1737, 418]
list-item: • 請勿搖晃自拍杆，否則可能會導致您受傷或對您的裝置造成損壞。 [730, 535, 1030, 546]
list-item: 2. 当您调整到希望长度后，将自拍杆往下转以锁定。 [386, 136, 684, 147]
list-item: 7. 任何有關的更換下來的零件均屬於Lifetrons的財產。 [730, 918, 1030, 929]
list-item: • 请勿在危险的地方使用本产品。 [386, 891, 684, 902]
list-item: • 나무나 다른 단단한 물체 근처에서 움직이는 동안에는 기기를 사용하지 마십시오. [1448, 753, 1744, 764]
list-item: 1. Установите свой штатив, вывинчивая его по часовой стрелке в основание палки для селфи. [24, 111, 349, 134]
section-heading: C. 长度调节 [374, 110, 430, 122]
numbered-list [374, 315, 684, 395]
section-heading: 電池 [718, 752, 738, 764]
japanese-manual-title: 日本語 取扱説明書 [720, 1204, 947, 1234]
section-heading: 製品保証 [1062, 910, 1101, 922]
paragraph: 「FG-6029 Lifetrons」。 [374, 6, 478, 16]
